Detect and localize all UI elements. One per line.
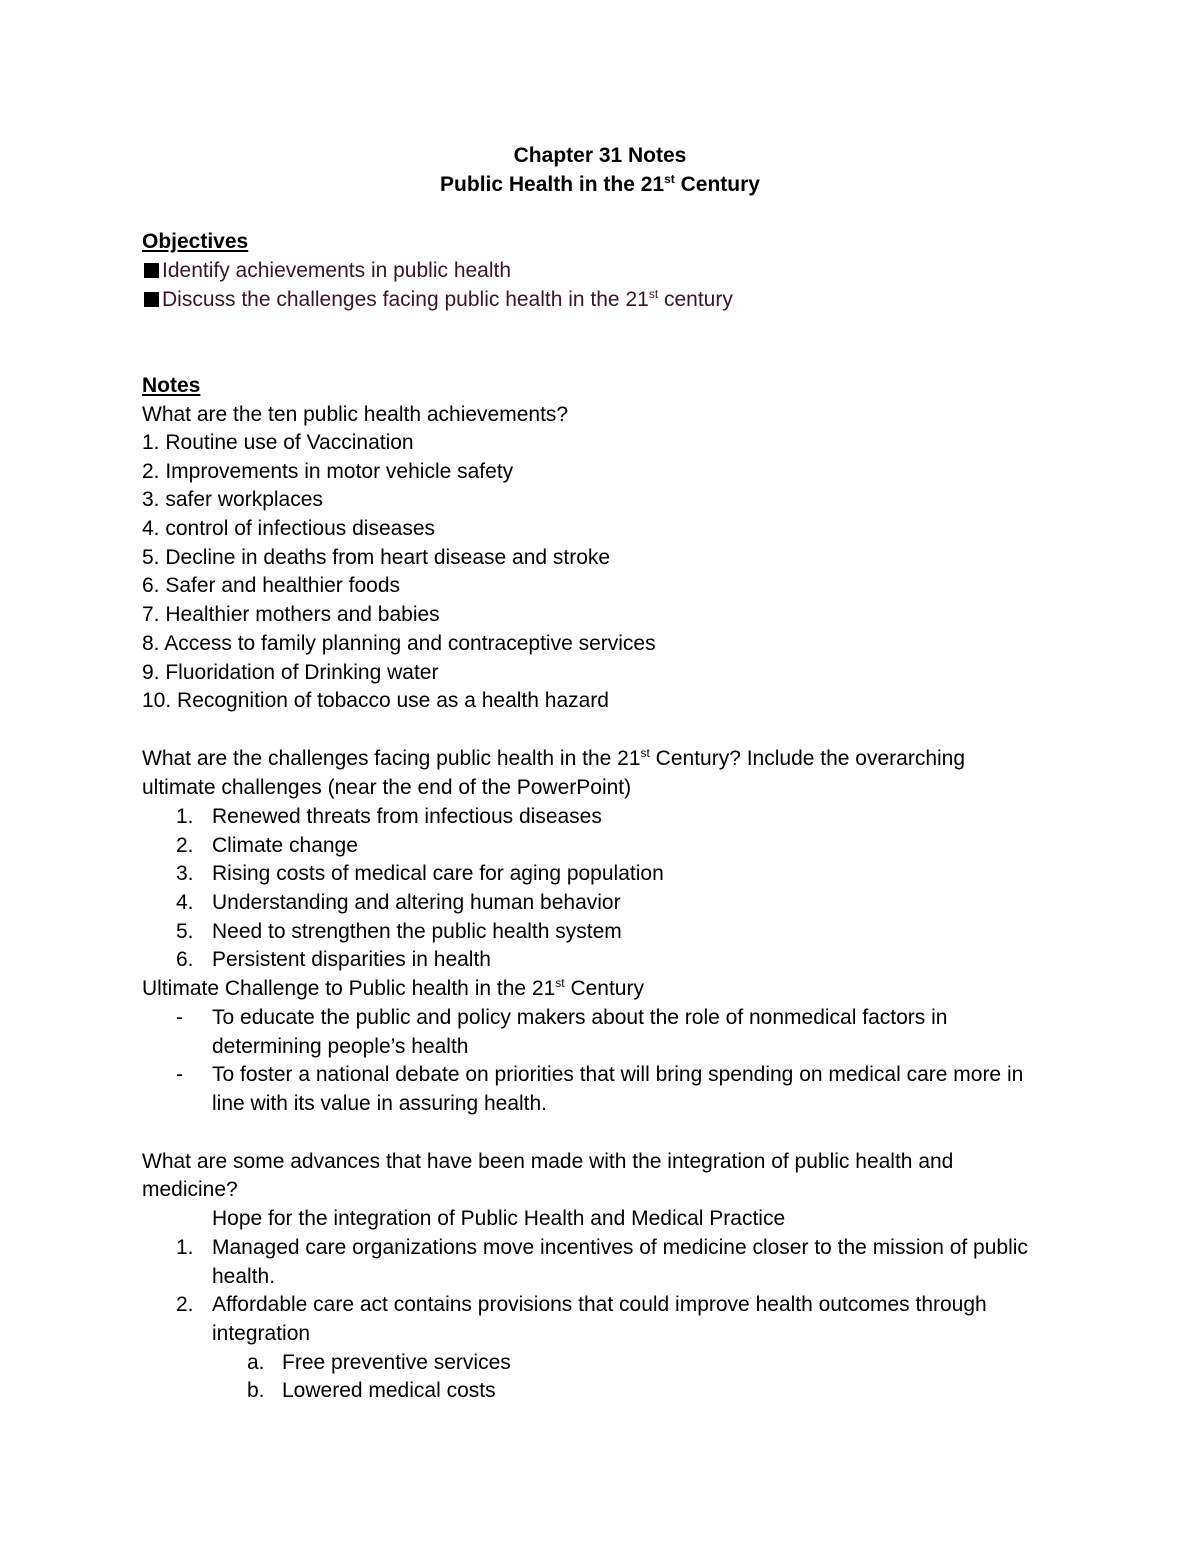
square-bullet-icon [144,292,159,307]
question-challenges: What are the challenges facing public health in the 21st Century? Include the overarching [142,746,966,770]
challenge-item: Need to strengthen the public health system [212,920,622,943]
objectives-heading: Objectives [142,230,249,253]
challenge-item: Renewed threats from infectious diseases [212,805,602,828]
challenge-item: Rising costs of medical care for aging population [212,862,664,885]
list-number: 6. [176,948,194,971]
square-bullet-icon [144,263,159,278]
dash-bullet: - [176,1006,183,1029]
ultimate-challenge-heading: Ultimate Challenge to Public health in the 21st Century [142,976,644,1000]
achievement-item: 5. Decline in deaths from heart disease and stroke [142,546,611,569]
objective-item: Identify achievements in public health [144,258,511,284]
challenge-item: Climate change [212,834,358,857]
integration-item-cont: health. [212,1265,276,1288]
question-integration: What are some advances that have been made with the integration of public health and [142,1150,954,1173]
list-number: 3. [176,862,194,885]
achievement-item: 7. Healthier mothers and babies [142,603,440,626]
challenge-item: Persistent disparities in health [212,948,491,971]
dash-bullet: - [176,1063,183,1086]
question-achievements: What are the ten public health achievements? [142,403,569,426]
list-number: 5. [176,920,194,943]
achievement-item: 9. Fluoridation of Drinking water [142,661,439,684]
achievement-item: 3. safer workplaces [142,488,323,511]
achievement-item: 1. Routine use of Vaccination [142,431,414,454]
list-number: 1. [176,805,194,828]
achievement-item: 10. Recognition of tobacco use as a health hazard [142,689,609,712]
hope-subheading: Hope for the integration of Public Health and Medical Practice [212,1207,786,1230]
question-integration-cont: medicine? [142,1178,238,1201]
integration-item: Affordable care act contains provisions that could improve health outcomes through [212,1293,987,1316]
ultimate-challenge-item-cont: determining people’s health [212,1035,469,1058]
list-number: 4. [176,891,194,914]
achievement-item: 2. Improvements in motor vehicle safety [142,460,514,483]
ultimate-challenge-item: To foster a national debate on priorities that will bring spending on medical care more in [212,1063,1024,1086]
objective-item: Discuss the challenges facing public health in the 21st century [144,287,733,313]
integration-item-cont: integration [212,1322,311,1345]
achievement-item: 4. control of infectious diseases [142,517,435,540]
list-number: 2. [176,1293,194,1316]
aca-subitem: Free preventive services [282,1351,511,1374]
ultimate-challenge-item: To educate the public and policy makers about the role of nonmedical factors in [212,1006,948,1029]
list-number: 1. [176,1236,194,1259]
document-subtitle: Public Health in the 21st Century [440,172,760,196]
list-number: 2. [176,834,194,857]
list-letter: a. [247,1351,265,1374]
question-challenges-cont: ultimate challenges (near the end of the PowerPoint) [142,776,632,799]
list-letter: b. [247,1379,265,1402]
challenge-item: Understanding and altering human behavior [212,891,621,914]
ultimate-challenge-item-cont: line with its value in assuring health. [212,1092,548,1115]
aca-subitem: Lowered medical costs [282,1379,496,1402]
document-title: Chapter 31 Notes [513,144,687,167]
integration-item: Managed care organizations move incentives of medicine closer to the mission of public [212,1236,1028,1259]
achievement-item: 8. Access to family planning and contraceptive services [142,632,656,655]
notes-heading: Notes [142,374,201,397]
achievement-item: 6. Safer and healthier foods [142,574,401,597]
